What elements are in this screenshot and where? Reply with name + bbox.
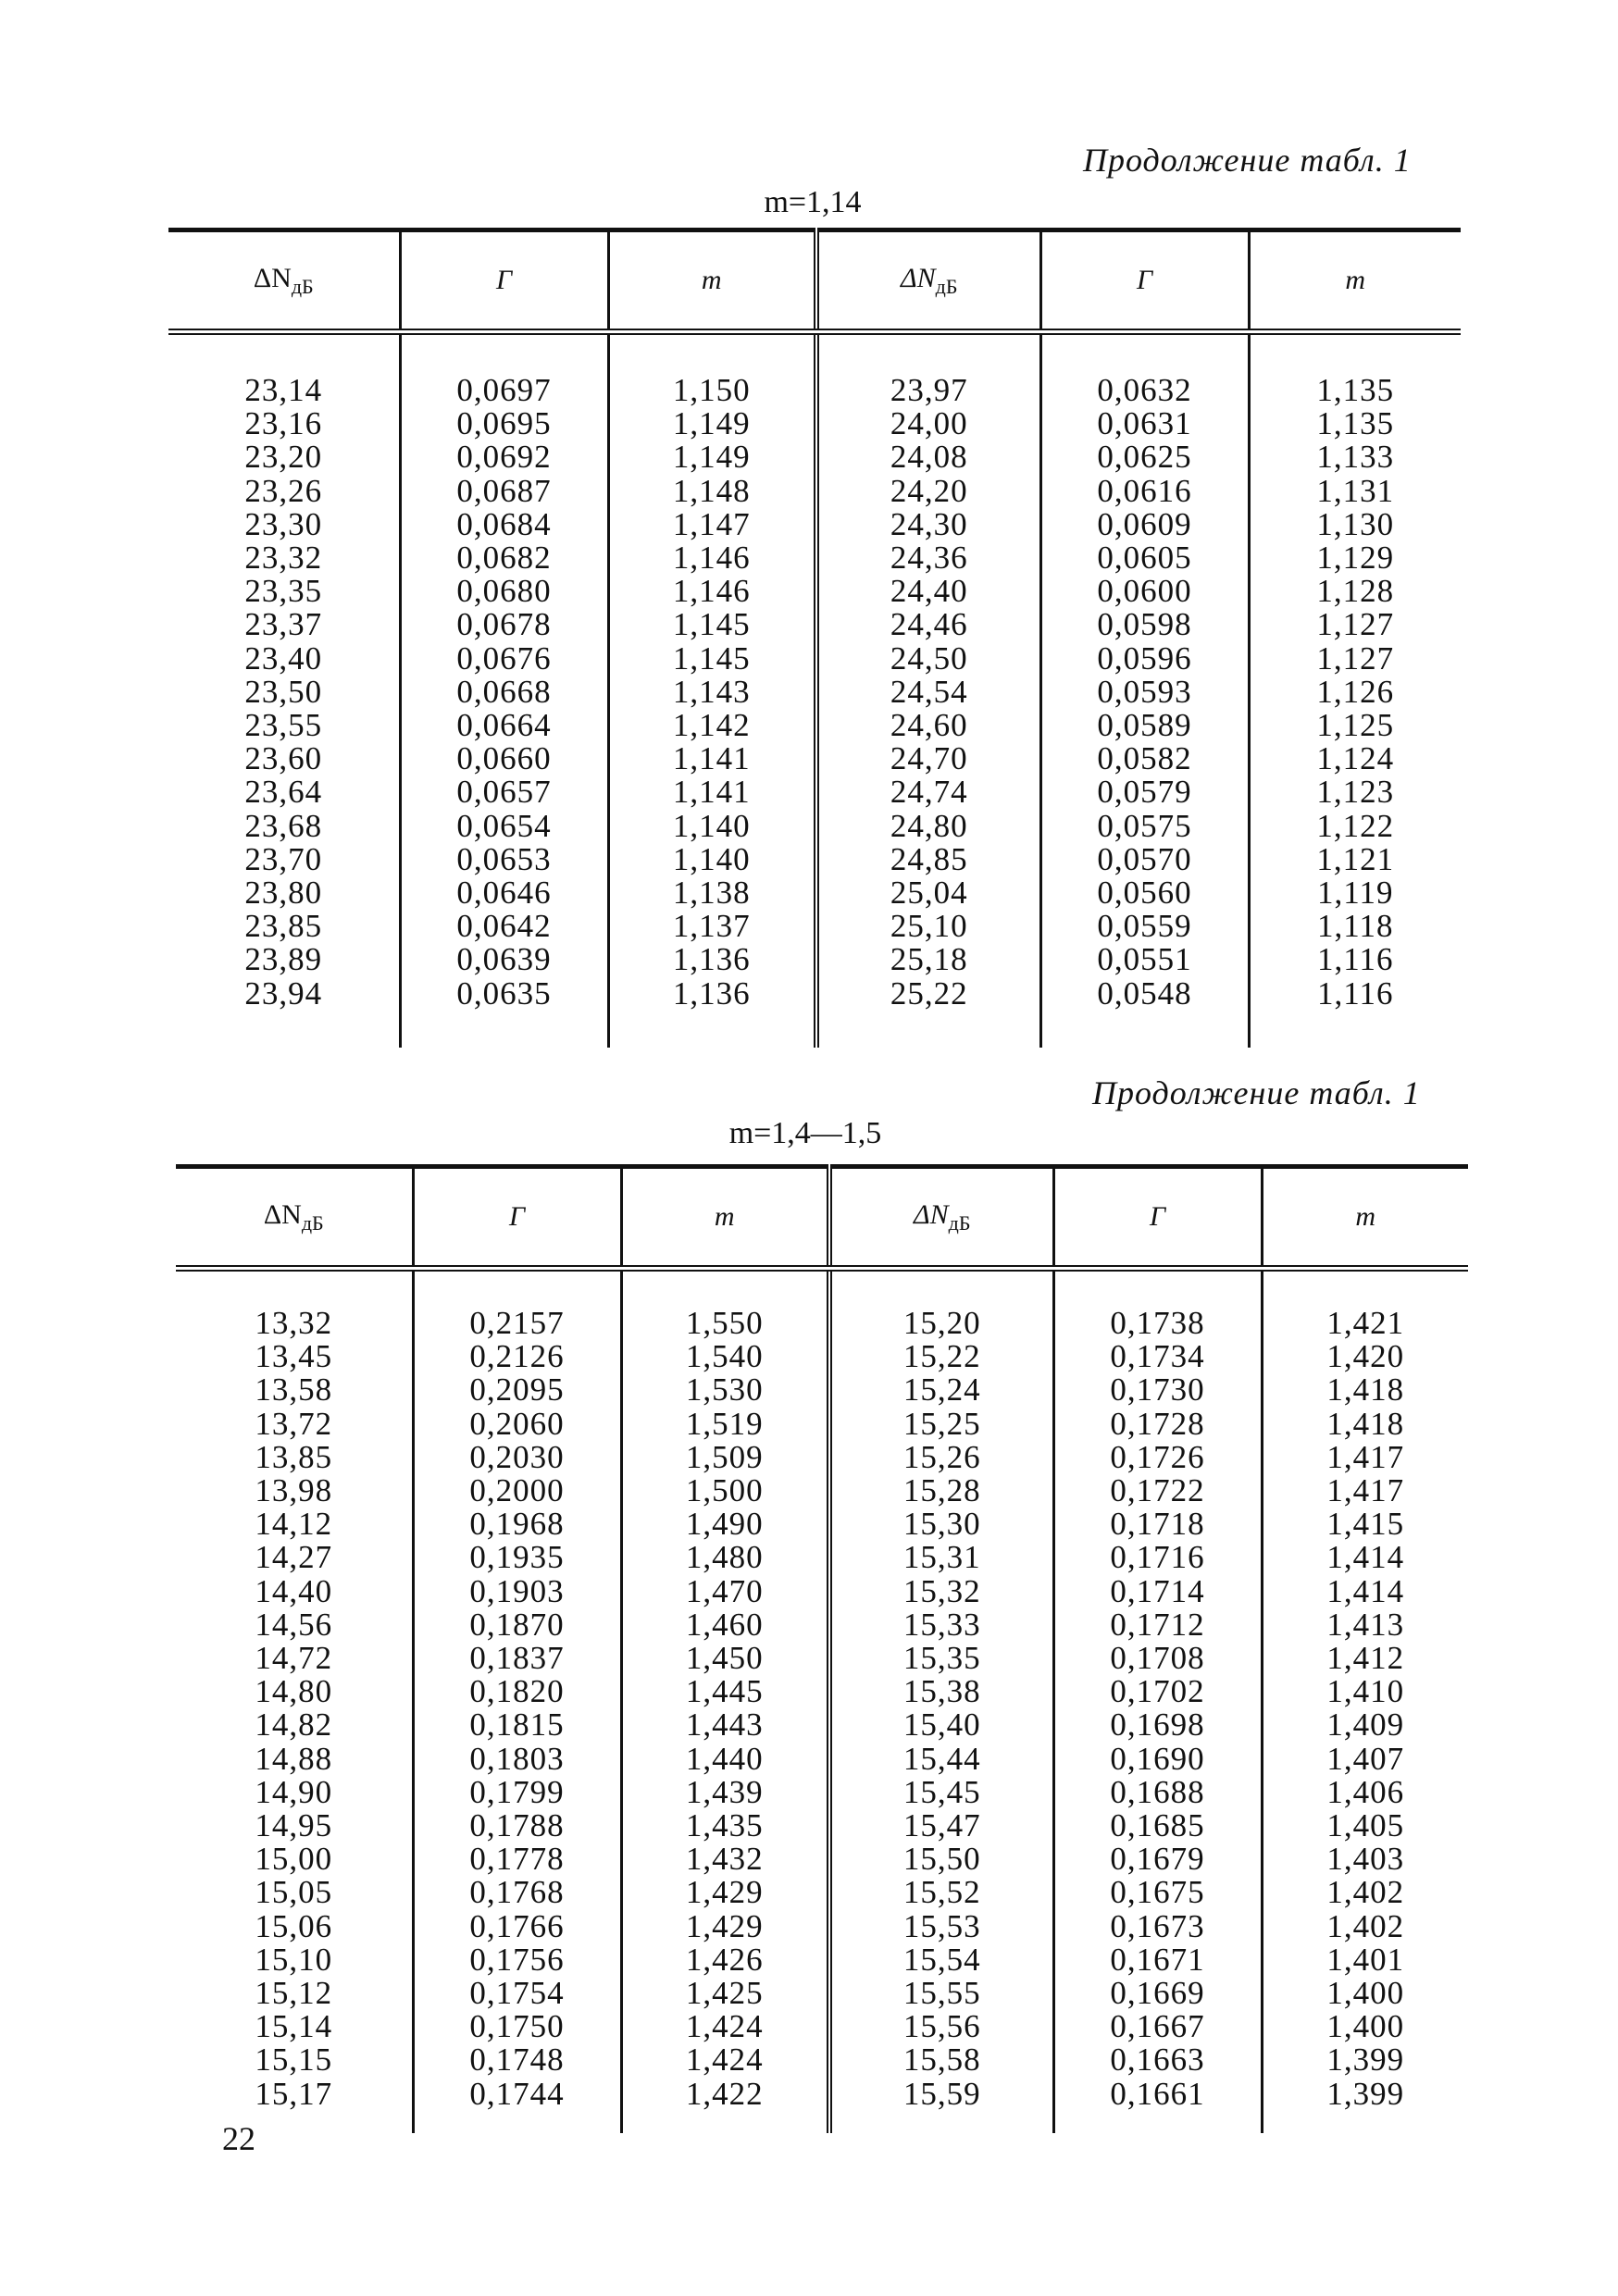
table-cell: 1,141 [672,774,751,811]
table-cell: 0,1748 [469,2042,565,2079]
table-cell: 0,1708 [1110,1640,1205,1677]
table-cell: 24,36 [890,540,968,577]
table-cell: 23,16 [244,405,323,442]
table-cell: 15,24 [902,1371,981,1409]
table-cell: 24,80 [890,807,968,844]
table-cell: 1,142 [672,707,751,744]
table-cell: 1,519 [685,1405,764,1442]
table-cell: 14,82 [255,1706,333,1744]
table-caption: Продолжение табл. 1 [1083,142,1412,179]
table-cell: 0,1756 [469,1941,565,1978]
table-cell: 1,125 [1316,707,1395,744]
column-header-delta-n: $\Delta N_{дБ}$ [168,230,400,332]
table-cell: 0,0570 [1097,840,1192,877]
table-cell: 0,0676 [456,639,552,676]
table-cell: 24,40 [890,573,968,610]
table-cell: 0,1718 [1110,1506,1205,1543]
table-cell: 1,450 [685,1640,764,1677]
table-cell: 15,05 [255,1874,333,1911]
table-cell: 0,0559 [1097,908,1192,945]
table-cell: 1,540 [685,1338,764,1375]
table-cell: 1,480 [685,1539,764,1576]
table-cell: 0,1750 [469,2008,565,2045]
column-header-m: m [1249,230,1461,332]
table-cell: 23,55 [244,707,323,744]
table-cell: 0,2000 [469,1472,565,1509]
table-cell: 14,80 [255,1673,333,1710]
table-cell: 23,40 [244,639,323,676]
table-cell: 24,60 [890,707,968,744]
table-cell: 1,400 [1326,2008,1405,2045]
table-cell: 1,127 [1316,639,1395,676]
column-header-m: m [621,1167,829,1269]
table-cell: 1,399 [1326,2042,1405,2079]
table-cell: 1,400 [1326,1975,1405,2012]
table-cell: 1,406 [1326,1773,1405,1810]
table-cell: 15,25 [902,1405,981,1442]
column-m-values [608,332,816,1048]
table-cell: 1,417 [1326,1438,1405,1475]
table-cell: 15,26 [902,1438,981,1475]
table-cell: 1,136 [672,941,751,978]
table-cell: 0,1870 [469,1606,565,1643]
table-cell: 23,68 [244,807,323,844]
table-cell: 15,45 [902,1773,981,1810]
table-cell: 0,0695 [456,405,552,442]
table-cell: 0,0660 [456,740,552,777]
table-cell: 1,550 [685,1305,764,1341]
table-cell: 0,1754 [469,1975,565,2012]
table-cell: 0,1679 [1110,1841,1205,1878]
table-cell: 1,402 [1326,1874,1405,1911]
table-cell: 1,148 [672,472,751,509]
table-cell: 23,26 [244,472,323,509]
column-delta-n-values [816,332,1040,1048]
table-cell: 0,1788 [469,1807,565,1844]
table-cell: 0,0579 [1097,774,1192,811]
column-m-values [1249,332,1461,1048]
table-cell: 24,70 [890,740,968,777]
column-header-gamma: Г [1040,230,1249,332]
table-cell: 0,2157 [469,1305,565,1341]
table-cell: 0,0678 [456,606,552,643]
table-cell: 1,414 [1326,1572,1405,1609]
table-cell: 0,1768 [469,1874,565,1911]
column-header-m: m [608,230,816,332]
table-cell: 15,58 [902,2042,981,2079]
column-gamma-values [1040,332,1249,1048]
table-cell: 1,140 [672,807,751,844]
table-cell: 24,08 [890,439,968,476]
table-cell: 15,38 [902,1673,981,1710]
column-gamma-values [1053,1269,1262,2133]
table-cell: 0,1669 [1110,1975,1205,2012]
table-cell: 23,60 [244,740,323,777]
table-cell: 1,509 [685,1438,764,1475]
table-cell: 1,424 [685,2008,764,2045]
table-cell: 1,418 [1326,1371,1405,1409]
table-cell: 0,1815 [469,1706,565,1744]
table-cell: 24,74 [890,774,968,811]
table-header-row [176,1167,1468,1269]
table-cell: 1,530 [685,1371,764,1409]
table-cell: 0,0682 [456,540,552,577]
table-cell: 15,54 [902,1941,981,1978]
table-header-row [168,230,1461,332]
table-cell: 25,22 [890,974,968,1011]
table-cell: 1,421 [1326,1305,1405,1341]
table-cell: 0,1702 [1110,1673,1205,1710]
table-cell: 0,1778 [469,1841,565,1878]
table-cell: 15,15 [255,2042,333,2079]
table-cell: 1,490 [685,1506,764,1543]
table-cell: 1,116 [1317,941,1394,978]
table-cell: 0,2030 [469,1438,565,1475]
table-cell: 15,00 [255,1841,333,1878]
table-cell: 1,124 [1316,740,1395,777]
table-cell: 0,0639 [456,941,552,978]
table-cell: 0,0635 [456,974,552,1011]
page-number: 22 [222,2120,255,2157]
table-cell: 1,141 [672,740,751,777]
table-cell: 15,53 [902,1907,981,1944]
table-cell: 1,432 [685,1841,764,1878]
table-cell: 1,415 [1326,1506,1405,1543]
table-cell: 0,0596 [1097,639,1192,676]
table-cell: 1,426 [685,1941,764,1978]
table-cell: 14,88 [255,1740,333,1777]
table-cell: 15,50 [902,1841,981,1878]
table-cell: 0,0632 [1097,372,1192,408]
table-cell: 23,64 [244,774,323,811]
table-cell: 15,28 [902,1472,981,1509]
table-cell: 1,405 [1326,1807,1405,1844]
table-cell: 1,425 [685,1975,764,2012]
table-cell: 0,2126 [469,1338,565,1375]
table-cell: 23,35 [244,573,323,610]
table-cell: 0,0616 [1097,472,1192,509]
table-cell: 0,1698 [1110,1706,1205,1744]
table-cell: 1,429 [685,1907,764,1944]
table-cell: 15,32 [902,1572,981,1609]
table-cell: 25,18 [890,941,968,978]
table-cell: 0,0668 [456,673,552,710]
column-gamma-values [400,332,608,1048]
table-cell: 0,1712 [1110,1606,1205,1643]
table-cell: 1,440 [685,1740,764,1777]
table-cell: 1,140 [672,840,751,877]
table-cell: 0,0642 [456,908,552,945]
column-delta-n-values [829,1269,1053,2133]
table-cell: 23,85 [244,908,323,945]
table-cell: 1,136 [672,974,751,1011]
table-cell: 1,150 [672,372,751,408]
table-cell: 1,420 [1326,1338,1405,1375]
table-body-row [176,1269,1468,2133]
table-cell: 0,0657 [456,774,552,811]
table-cell: 0,1728 [1110,1405,1205,1442]
table-cell: 1,145 [672,606,751,643]
table-cell: 0,0548 [1097,974,1192,1011]
table-cell: 14,95 [255,1807,333,1844]
table-m-label: m=1,14 [764,185,862,219]
table-cell: 15,35 [902,1640,981,1677]
table-cell: 0,0646 [456,875,552,912]
table-cell: 1,143 [672,673,751,710]
table-cell: 15,40 [902,1706,981,1744]
table-cell: 0,2060 [469,1405,565,1442]
table-cell: 1,409 [1326,1706,1405,1744]
table-cell: 0,0605 [1097,540,1192,577]
table-cell: 15,06 [255,1907,333,1944]
table-cell: 23,97 [890,372,968,408]
table-cell: 0,0697 [456,372,552,408]
table-cell: 0,0684 [456,505,552,542]
table-cell: 23,50 [244,673,323,710]
table-cell: 1,135 [1316,405,1395,442]
table-cell: 1,135 [1316,372,1395,408]
table-cell: 0,1903 [469,1572,565,1609]
table-cell: 24,00 [890,405,968,442]
table-cell: 0,1667 [1110,2008,1205,2045]
column-m-values [621,1269,829,2133]
table-cell: 1,118 [1317,908,1394,945]
table-cell: 1,429 [685,1874,764,1911]
table-cell: 0,0598 [1097,606,1192,643]
table-cell: 25,04 [890,875,968,912]
table-cell: 1,126 [1316,673,1395,710]
table-cell: 15,47 [902,1807,981,1844]
table-cell: 0,0560 [1097,875,1192,912]
table-cell: 0,1688 [1110,1773,1205,1810]
table-cell: 1,439 [685,1773,764,1810]
table-cell: 0,0631 [1097,405,1192,442]
table-cell: 0,1690 [1110,1740,1205,1777]
table-cell: 0,0692 [456,439,552,476]
data-table [168,228,1461,1048]
table-cell: 14,40 [255,1572,333,1609]
table-cell: 1,445 [685,1673,764,1710]
table-cell: 15,59 [902,2075,981,2112]
column-header-delta-n: $\Delta N_{дБ}$ [176,1167,413,1269]
table-cell: 1,424 [685,2042,764,2079]
table-cell: 15,20 [902,1305,981,1341]
column-header-delta-n: $\Delta N_{дБ}$ [829,1167,1053,1269]
table-cell: 1,414 [1326,1539,1405,1576]
table-cell: 1,402 [1326,1907,1405,1944]
table-cell: 23,80 [244,875,323,912]
table-cell: 0,1675 [1110,1874,1205,1911]
table-cell: 0,1716 [1110,1539,1205,1576]
table-cell: 0,1799 [469,1773,565,1810]
table-cell: 0,1714 [1110,1572,1205,1609]
table-cell: 0,1820 [469,1673,565,1710]
table-cell: 23,70 [244,840,323,877]
table-cell: 1,149 [672,405,751,442]
table-cell: 1,147 [672,505,751,542]
column-m-values [1262,1269,1468,2133]
table-cell: 15,10 [255,1941,333,1978]
table-cell: 0,1671 [1110,1941,1205,1978]
table-cell: 1,407 [1326,1740,1405,1777]
table-cell: 1,412 [1326,1640,1405,1677]
table-cell: 13,45 [255,1338,333,1375]
table-cell: 0,0593 [1097,673,1192,710]
table-cell: 14,27 [255,1539,333,1576]
table-cell: 1,131 [1316,472,1395,509]
table-cell: 15,31 [902,1539,981,1576]
table-cell: 0,0654 [456,807,552,844]
table-cell: 13,58 [255,1371,333,1409]
table-cell: 0,1730 [1110,1371,1205,1409]
table-cell: 1,401 [1326,1941,1405,1978]
table-cell: 24,85 [890,840,968,877]
table-cell: 1,422 [685,2075,764,2112]
table-cell: 1,417 [1326,1472,1405,1509]
table-cell: 0,1685 [1110,1807,1205,1844]
table-cell: 0,0575 [1097,807,1192,844]
table-cell: 23,30 [244,505,323,542]
table-cell: 1,128 [1316,573,1395,610]
table-cell: 15,17 [255,2075,333,2112]
table-cell: 15,52 [902,1874,981,1911]
table-cell: 23,89 [244,941,323,978]
table-cell: 0,0551 [1097,941,1192,978]
column-gamma-values [413,1269,621,2133]
table-cell: 1,127 [1316,606,1395,643]
table-cell: 0,0653 [456,840,552,877]
table-cell: 0,1663 [1110,2042,1205,2079]
table-cell: 14,90 [255,1773,333,1810]
table-cell: 15,56 [902,2008,981,2045]
table-cell: 0,0625 [1097,439,1192,476]
table-cell: 1,149 [672,439,751,476]
table-cell: 1,145 [672,639,751,676]
table-cell: 24,20 [890,472,968,509]
table-cell: 24,30 [890,505,968,542]
table-cell: 1,146 [672,573,751,610]
table-cell: 1,137 [672,908,751,945]
table-cell: 23,32 [244,540,323,577]
table-cell: 1,133 [1316,439,1395,476]
table-cell: 23,14 [244,372,323,408]
table-cell: 25,10 [890,908,968,945]
table-cell: 15,22 [902,1338,981,1375]
table-cell: 1,443 [685,1706,764,1744]
table-cell: 1,130 [1316,505,1395,542]
table-cell: 1,138 [672,875,751,912]
table-cell: 0,0589 [1097,707,1192,744]
table-cell: 1,123 [1316,774,1395,811]
table-cell: 0,1935 [469,1539,565,1576]
table-cell: 0,2095 [469,1371,565,1409]
table-cell: 24,46 [890,606,968,643]
table-cell: 1,470 [685,1572,764,1609]
table-cell: 13,72 [255,1405,333,1442]
table-cell: 0,0664 [456,707,552,744]
table-cell: 0,0680 [456,573,552,610]
table-cell: 0,1744 [469,2075,565,2112]
table-cell: 15,14 [255,2008,333,2045]
table-cell: 0,1766 [469,1907,565,1944]
table-cell: 0,1726 [1110,1438,1205,1475]
data-table [176,1164,1468,2133]
column-header-gamma: Г [1053,1167,1262,1269]
table-cell: 1,146 [672,540,751,577]
table-cell: 23,20 [244,439,323,476]
column-delta-n-values [176,1269,413,2133]
table-cell: 1,121 [1316,840,1395,877]
table-cell: 24,54 [890,673,968,710]
table-cell: 1,410 [1326,1673,1405,1710]
table-caption: Продолжение табл. 1 [1092,1074,1421,1111]
table-cell: 1,435 [685,1807,764,1844]
table-cell: 13,85 [255,1438,333,1475]
table-cell: 0,1722 [1110,1472,1205,1509]
table-cell: 15,12 [255,1975,333,2012]
table-cell: 14,12 [255,1506,333,1543]
table-cell: 1,399 [1326,2075,1405,2112]
table-cell: 1,122 [1316,807,1395,844]
column-header-gamma: Г [400,230,608,332]
table-cell: 0,1968 [469,1506,565,1543]
table-cell: 15,55 [902,1975,981,2012]
table-cell: 1,403 [1326,1841,1405,1878]
table-cell: 1,119 [1317,875,1394,912]
table-cell: 0,1837 [469,1640,565,1677]
table-cell: 0,1734 [1110,1338,1205,1375]
table-cell: 23,94 [244,974,323,1011]
table-body-row [168,332,1461,1048]
table-cell: 15,44 [902,1740,981,1777]
table-cell: 23,37 [244,606,323,643]
table-cell: 0,0687 [456,472,552,509]
table-cell: 1,418 [1326,1405,1405,1442]
column-header-gamma: Г [413,1167,621,1269]
table-cell: 1,460 [685,1606,764,1643]
table-cell: 13,98 [255,1472,333,1509]
table-cell: 14,56 [255,1606,333,1643]
table-cell: 14,72 [255,1640,333,1677]
table-cell: 0,1738 [1110,1305,1205,1341]
table-cell: 1,129 [1316,540,1395,577]
table-cell: 1,413 [1326,1606,1405,1643]
table-cell: 0,0600 [1097,573,1192,610]
table-cell: 0,1673 [1110,1907,1205,1944]
table-cell: 24,50 [890,639,968,676]
table-cell: 1,500 [685,1472,764,1509]
table-cell: 0,1661 [1110,2075,1205,2112]
table-cell: 15,33 [902,1606,981,1643]
table-cell: 0,0582 [1097,740,1192,777]
column-header-delta-n: $\Delta N_{дБ}$ [816,230,1040,332]
table-cell: 0,1803 [469,1740,565,1777]
column-header-m: m [1262,1167,1468,1269]
table-cell: 15,30 [902,1506,981,1543]
table-cell: 1,116 [1317,974,1394,1011]
table-cell: 0,0609 [1097,505,1192,542]
table-m-label: m=1,4—1,5 [728,1116,882,1150]
column-delta-n-values [168,332,400,1048]
table-cell: 13,32 [255,1305,333,1341]
